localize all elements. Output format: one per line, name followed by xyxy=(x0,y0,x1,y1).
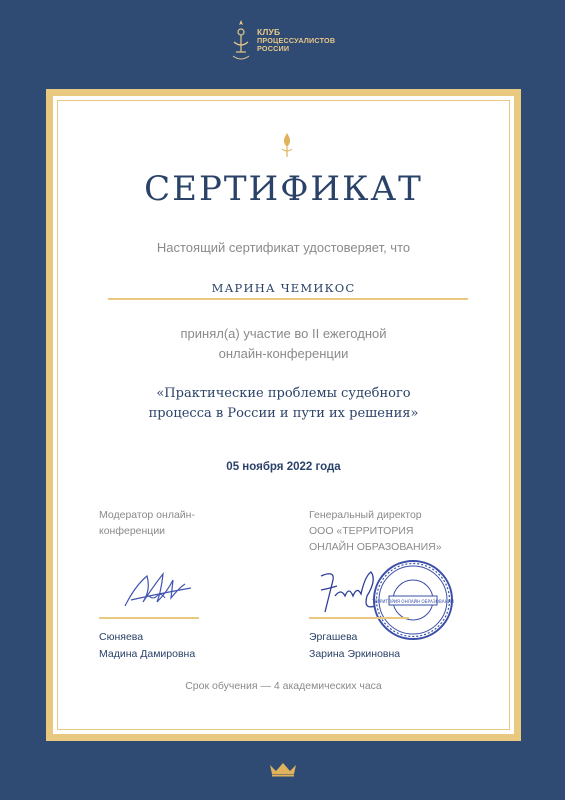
club-logo xyxy=(229,18,349,68)
certificate-title: СЕРТИФИКАТ xyxy=(144,169,423,209)
right-surname: Эргашева xyxy=(309,631,358,643)
conference-date: 05 ноября 2022 года xyxy=(226,461,341,473)
conference-line-2: процесса в России и пути их решения» xyxy=(148,406,419,421)
left-role-line-1: Модератор онлайн- xyxy=(99,509,195,521)
participation-line-1: принял(а) участие во II ежегодной xyxy=(180,326,387,341)
right-role-line-1: Генеральный директор xyxy=(309,509,422,521)
recipient-name: МАРИНА ЧЕМИКОС xyxy=(211,281,356,295)
study-hours: Срок обучения — 4 академических часа xyxy=(185,680,382,692)
right-role-line-3: ОНЛАЙН ОБРАЗОВАНИЯ» xyxy=(309,541,442,553)
left-signature-line xyxy=(99,617,199,619)
crown-icon xyxy=(268,761,298,777)
logo-line-2: ПРОЦЕССУАЛИСТОВ xyxy=(257,35,336,45)
logo-text xyxy=(257,28,335,54)
logo-line-1: КЛУБ xyxy=(257,27,281,37)
participation-line-2: онлайн-конференции xyxy=(218,346,349,361)
left-signatory-name xyxy=(99,629,195,663)
left-signatory-role xyxy=(99,507,239,539)
certificate-subtitle: Настоящий сертификат удостоверяет, что xyxy=(156,240,411,255)
left-signature-image xyxy=(121,566,196,616)
participation-text xyxy=(53,324,514,364)
recipient-underline xyxy=(108,298,468,300)
logo-emblem-icon xyxy=(229,18,253,62)
left-role-line-2: конференции xyxy=(99,525,166,537)
right-signatory-name xyxy=(309,629,400,663)
conference-line-1: «Практические проблемы судебного xyxy=(156,386,411,401)
right-signatory-role xyxy=(309,507,489,555)
stamp-text: ТЕРРИТОРИЯ ОНЛАЙН ОБРАЗОВАНИЯ xyxy=(372,599,454,604)
certificate-frame xyxy=(46,89,521,741)
right-given-name: Зарина Эркиновна xyxy=(309,648,401,660)
left-surname: Сюняева xyxy=(99,631,144,643)
left-given-name: Мадина Дамировна xyxy=(99,648,196,660)
logo-line-3: РОССИИ xyxy=(257,44,290,53)
flame-ornament-icon xyxy=(279,133,295,159)
right-role-line-2: ООО «ТЕРРИТОРИЯ xyxy=(309,525,414,537)
right-signature-line xyxy=(309,617,409,619)
conference-title xyxy=(53,384,514,424)
